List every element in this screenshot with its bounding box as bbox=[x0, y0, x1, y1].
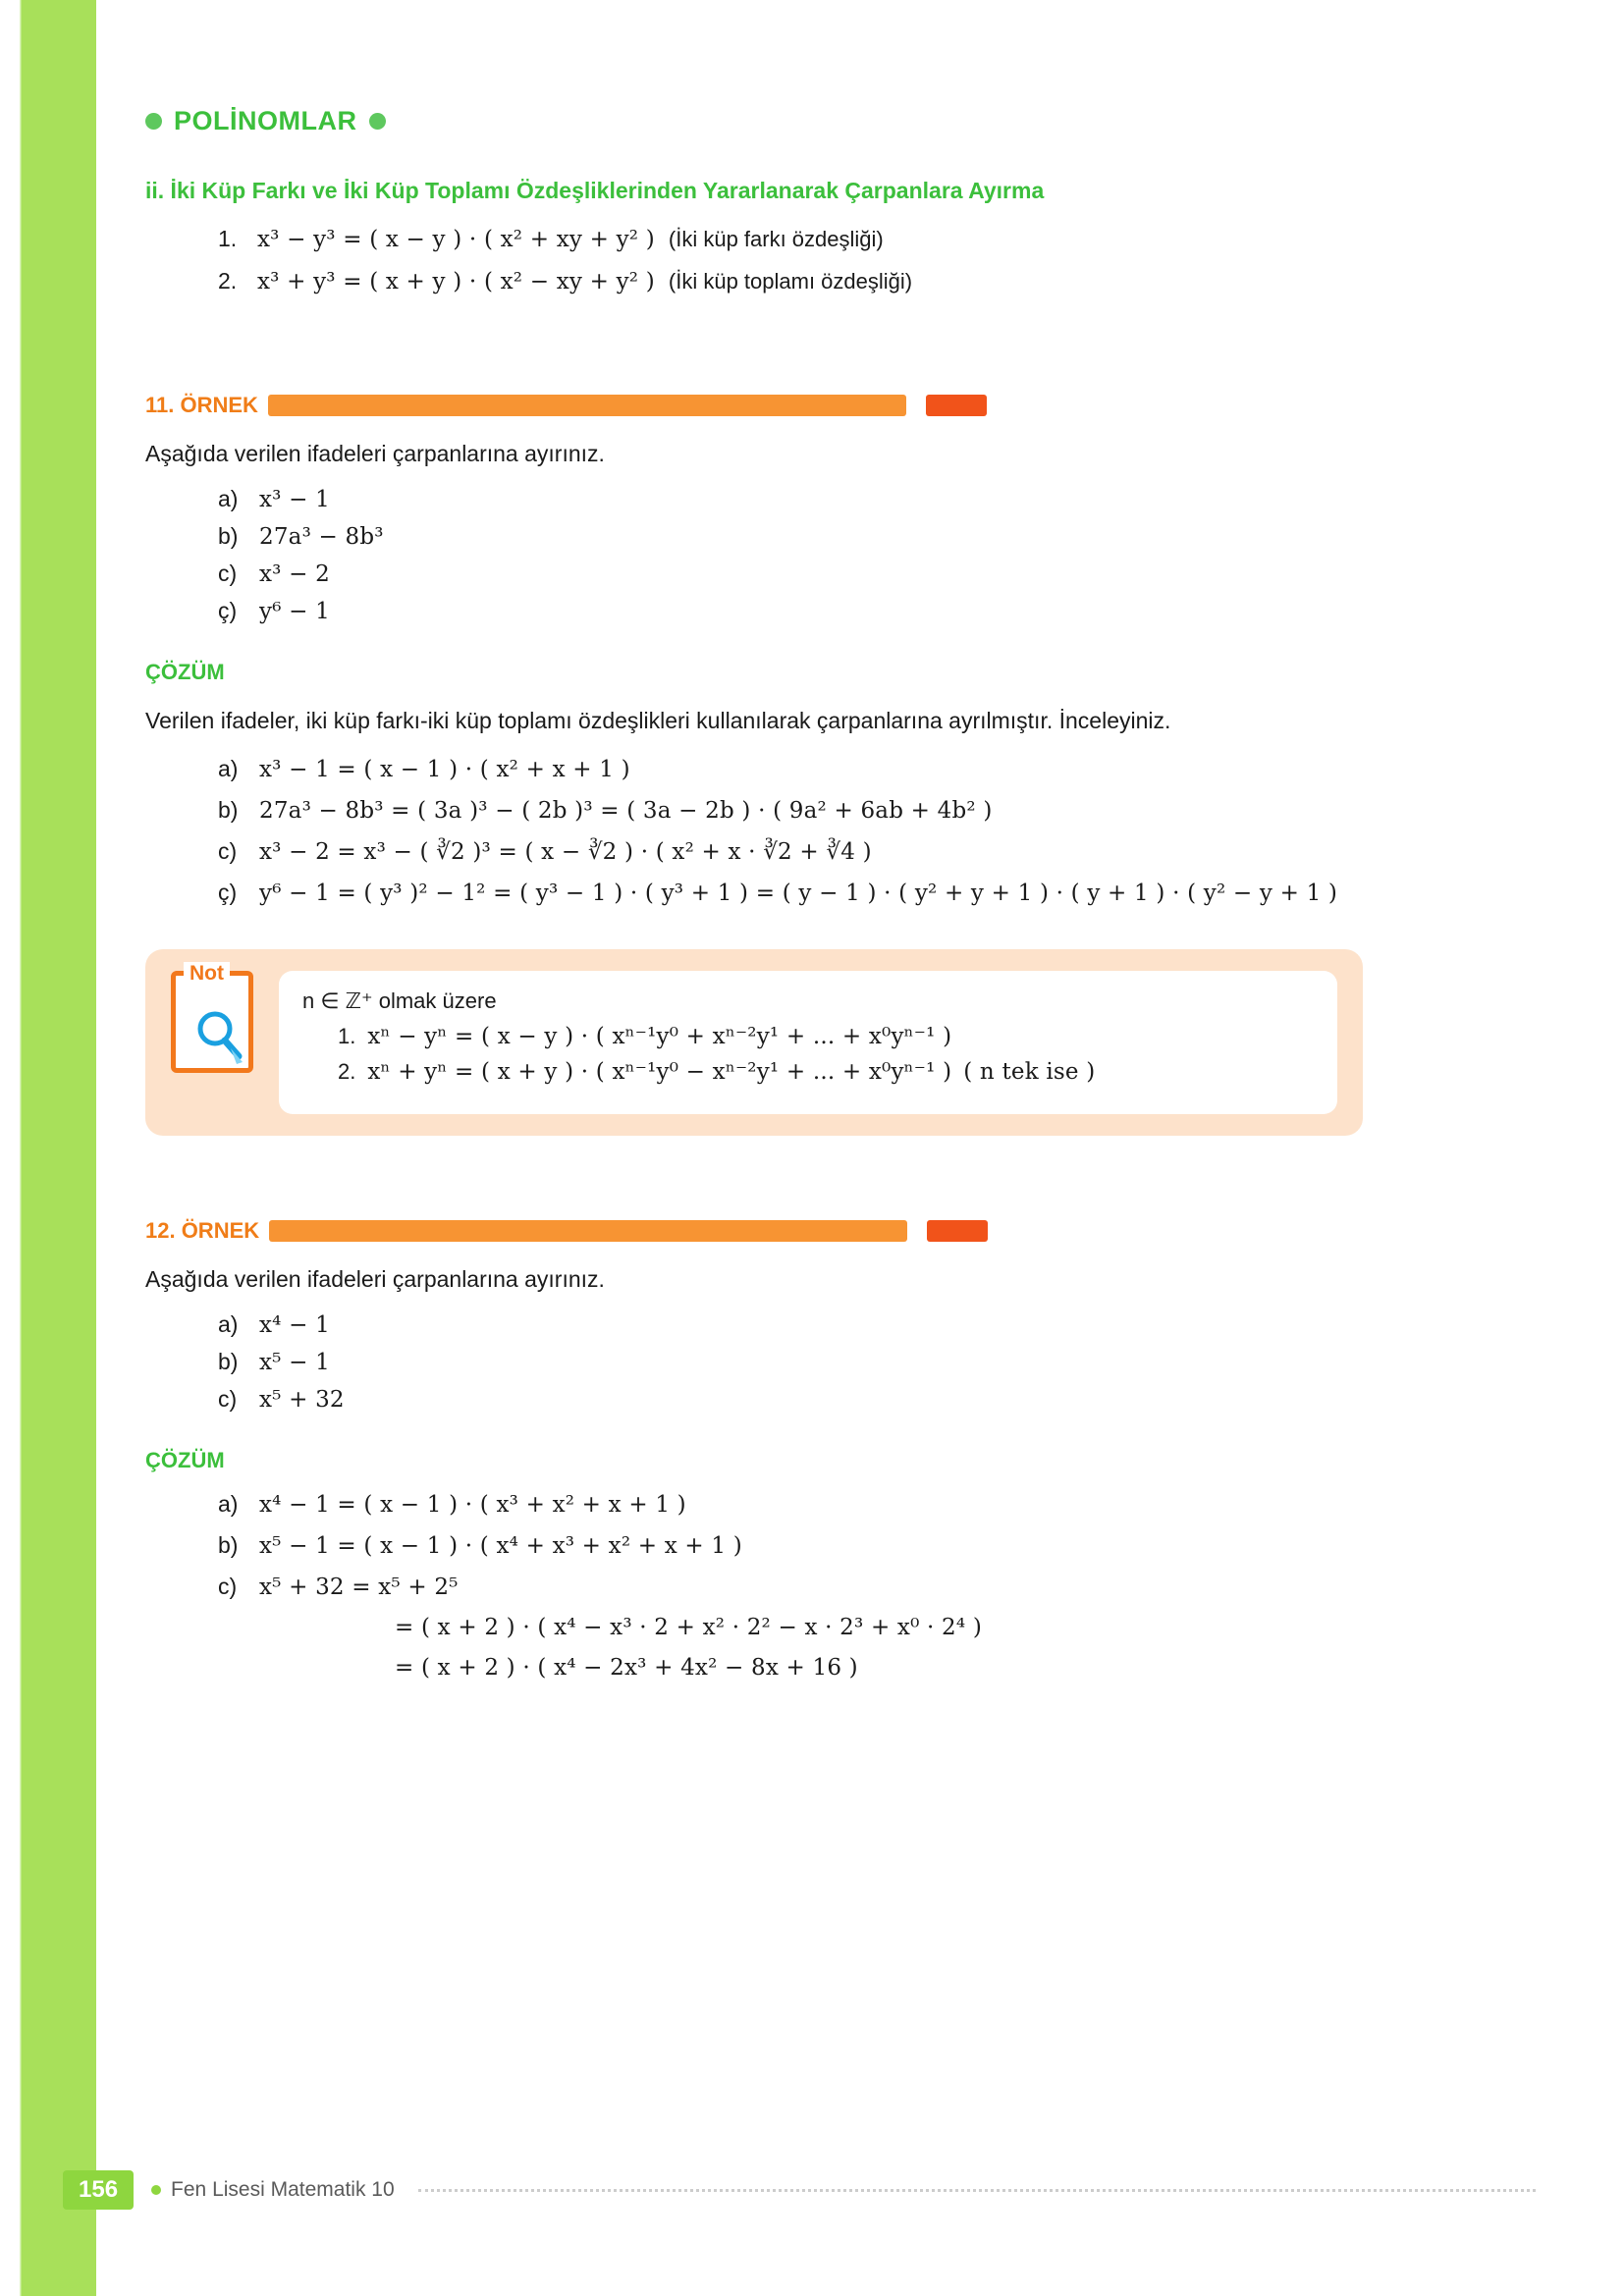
identity-note: (İki küp farkı özdeşliği) bbox=[668, 227, 884, 251]
list-item bbox=[218, 523, 1520, 550]
solution-text: x⁴ − 1 = ( x − 1 ) · ( x³ + x² + x + 1 ) bbox=[259, 1492, 686, 1519]
identity-row bbox=[218, 268, 1520, 294]
bullet-dot-icon bbox=[369, 113, 386, 130]
solution-continuation: = ( x + 2 ) · ( x⁴ − 2x³ + 4x² − 8x + 16 ) bbox=[395, 1655, 858, 1682]
note-row-number: 2. bbox=[338, 1058, 356, 1084]
identity-row bbox=[218, 226, 1520, 252]
solution-row bbox=[218, 1491, 1520, 1518]
footer-divider bbox=[418, 2188, 1536, 2192]
solution-text: x⁵ − 1 = ( x − 1 ) · ( x⁴ + x³ + x² + x + 1 ) bbox=[259, 1533, 742, 1560]
solution-text: y⁶ − 1 = ( y³ )² − 1² = ( y³ − 1 ) · ( y³ + 1 ) = ( y − 1 ) · ( y² + y + 1 ) · ( y + 1 ) · ( y² − y + 1 ) bbox=[259, 880, 1338, 906]
note-row bbox=[338, 1059, 1314, 1085]
left-decorative-bar bbox=[0, 0, 96, 2296]
item-key: ç) bbox=[218, 598, 238, 624]
item-text: y⁶ − 1 bbox=[259, 599, 330, 625]
item-text: 27a³ − 8b³ bbox=[259, 524, 384, 551]
item-text: x⁵ − 1 bbox=[259, 1350, 330, 1376]
page-number: 156 bbox=[63, 2170, 134, 2210]
note-content bbox=[279, 971, 1337, 1114]
example-12-solution-label: ÇÖZÜM bbox=[145, 1448, 225, 1473]
item-key: b) bbox=[218, 1349, 239, 1375]
list-item bbox=[218, 598, 1520, 624]
solution-key: b) bbox=[218, 796, 239, 823]
item-text: x³ − 2 bbox=[259, 561, 330, 588]
example-12-prompt: Aşağıda verilen ifadeleri çarpanlarına ayırınız. bbox=[145, 1265, 605, 1292]
example-11-prompt: Aşağıda verilen ifadeleri çarpanlarına ayırınız. bbox=[145, 441, 605, 466]
section-heading: ii. İki Küp Farkı ve İki Küp Toplamı Özdeşliklerinden Yararlanarak Çarpanlara Ayırma bbox=[145, 178, 1045, 203]
list-item bbox=[218, 1349, 1520, 1375]
example-11-solutions bbox=[145, 756, 1520, 906]
solution-key: a) bbox=[218, 755, 239, 781]
example-12-solutions bbox=[145, 1491, 1520, 1681]
note-row bbox=[338, 1024, 1314, 1049]
page-title: POLİNOMLAR bbox=[174, 106, 357, 135]
item-text: x³ − 1 bbox=[259, 487, 330, 513]
example-12-items bbox=[145, 1311, 1520, 1413]
example-11-items bbox=[145, 486, 1520, 624]
note-lead: n ∈ ℤ⁺ olmak üzere bbox=[302, 988, 497, 1013]
identity-number: 2. bbox=[218, 268, 238, 294]
example-banner-bar-end bbox=[926, 395, 987, 416]
page-content bbox=[145, 0, 1520, 1695]
item-key: c) bbox=[218, 561, 238, 587]
solution-row bbox=[218, 1532, 1520, 1559]
note-box bbox=[145, 949, 1363, 1136]
item-key: c) bbox=[218, 1386, 238, 1413]
item-key: a) bbox=[218, 486, 239, 512]
list-item bbox=[218, 1311, 1520, 1338]
page-footer bbox=[63, 2170, 1536, 2210]
bullet-dot-icon bbox=[145, 113, 162, 130]
example-11-label: 11. ÖRNEK bbox=[145, 393, 258, 417]
magnifier-icon bbox=[191, 1007, 246, 1071]
solution-row bbox=[218, 756, 1520, 782]
solution-row bbox=[218, 838, 1520, 865]
identity-number: 1. bbox=[218, 226, 238, 251]
item-text: x⁴ − 1 bbox=[259, 1312, 330, 1339]
note-icon-wrapper bbox=[171, 961, 257, 1073]
footer-text: Fen Lisesi Matematik 10 bbox=[171, 2178, 395, 2201]
footer-dot-icon bbox=[151, 2185, 161, 2195]
solution-key: b) bbox=[218, 1532, 239, 1559]
example-12-banner bbox=[145, 1218, 1520, 1244]
note-icon-label: Not bbox=[184, 962, 230, 986]
note-icon-frame bbox=[171, 961, 253, 1073]
solution-row bbox=[218, 880, 1520, 906]
identity-list bbox=[145, 226, 1520, 294]
example-11-solution-label: ÇÖZÜM bbox=[145, 660, 225, 685]
solution-row bbox=[218, 1574, 1520, 1600]
list-item bbox=[218, 486, 1520, 512]
identity-formula: x³ − y³ = ( x − y ) · ( x² + xy + y² ) bbox=[257, 227, 655, 252]
list-item bbox=[218, 1386, 1520, 1413]
note-row-number: 1. bbox=[338, 1023, 356, 1048]
solution-key: c) bbox=[218, 837, 238, 864]
solution-continuation: = ( x + 2 ) · ( x⁴ − x³ · 2 + x² · 2² − x · 2³ + x⁰ · 2⁴ ) bbox=[395, 1615, 982, 1641]
chapter-header bbox=[145, 106, 1520, 136]
example-11-banner bbox=[145, 393, 1520, 418]
note-row-text: xⁿ + yⁿ = ( x + y ) · ( xⁿ⁻¹y⁰ − xⁿ⁻²y¹ + ... + x⁰yⁿ⁻¹ ) bbox=[367, 1058, 952, 1085]
note-row-tail: ( n tek ise ) bbox=[963, 1058, 1096, 1085]
item-key: b) bbox=[218, 523, 239, 550]
example-banner-bar bbox=[268, 395, 906, 416]
solution-row bbox=[218, 797, 1520, 824]
item-key: a) bbox=[218, 1311, 239, 1338]
example-11-solution-intro: Verilen ifadeler, iki küp farkı-iki küp toplamı özdeşlikleri kullanılarak çarpanlarına ayrılmıştır. İnceleyiniz. bbox=[145, 708, 1171, 734]
example-banner-bar-end bbox=[927, 1220, 988, 1242]
list-item bbox=[218, 561, 1520, 587]
example-banner-bar bbox=[269, 1220, 907, 1242]
solution-text: 27a³ − 8b³ = ( 3a )³ − ( 2b )³ = ( 3a − 2b ) · ( 9a² + 6ab + 4b² ) bbox=[259, 797, 993, 824]
solution-text: x³ − 2 = x³ − ( ∛2 )³ = ( x − ∛2 ) · ( x² + x · ∛2 + ∛4 ) bbox=[259, 838, 872, 865]
identity-note: (İki küp toplamı özdeşliği) bbox=[668, 269, 913, 294]
note-row-text: xⁿ − yⁿ = ( x − y ) · ( xⁿ⁻¹y⁰ + xⁿ⁻²y¹ + ... + x⁰yⁿ⁻¹ ) bbox=[367, 1023, 952, 1049]
solution-key: a) bbox=[218, 1491, 239, 1518]
item-text: x⁵ + 32 bbox=[259, 1387, 345, 1414]
solution-text: x⁵ + 32 = x⁵ + 2⁵ bbox=[259, 1575, 459, 1601]
left-bar-fill bbox=[22, 0, 96, 2296]
example-12-label: 12. ÖRNEK bbox=[145, 1217, 260, 1243]
identity-formula: x³ + y³ = ( x + y ) · ( x² − xy + y² ) bbox=[257, 269, 655, 294]
solution-key: c) bbox=[218, 1574, 238, 1600]
solution-key: ç) bbox=[218, 879, 238, 905]
solution-text: x³ − 1 = ( x − 1 ) · ( x² + x + 1 ) bbox=[259, 756, 630, 782]
